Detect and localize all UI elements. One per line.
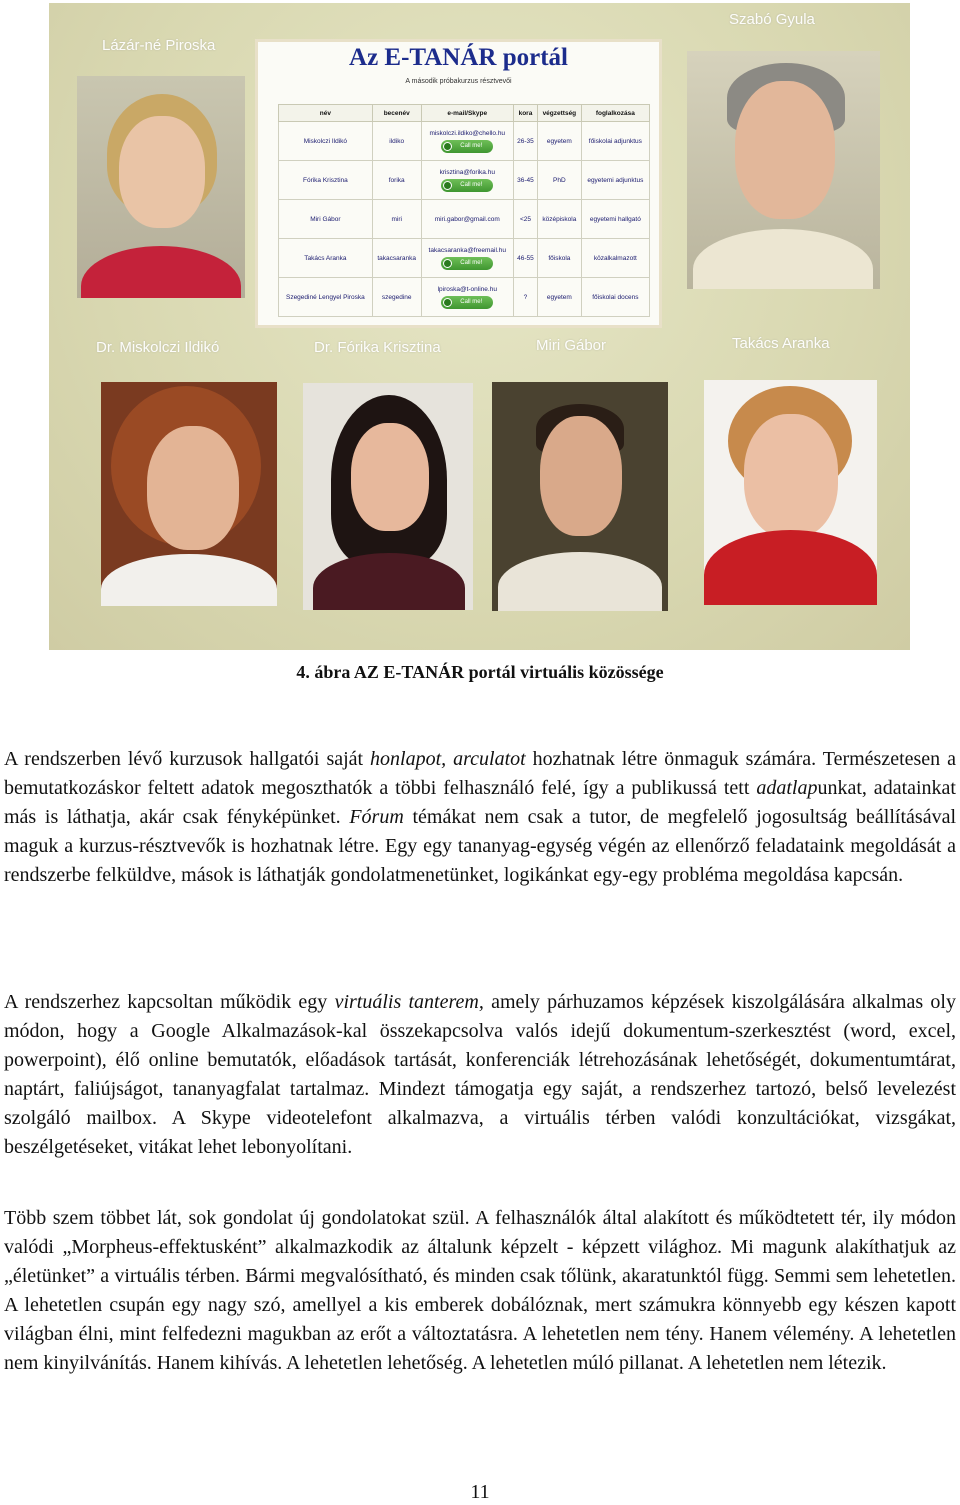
paragraph-3: Több szem többet lát, sok gondolat új gondolatokat szül. A felhasználók által alakított és működtetett tér, ily módon valódi „Morpheus-effektusként” alkalmazkodik az általunk képzelt - képzett világhoz. Mi magunk alakíthatjuk az „életünket” a virtuális térben. Bármi megvalósítható, és minden csak tőlünk, akaratunktól függ. Semmi sem lehetetlen. A lehetetlen csupán egy nagy szó, amellyel a kis emberek dobálóznak, mert számukra könnyebb egy készen kapott világban élni, mint felfedezni magukban az erőt a változtatásra. A lehetetlen nem tény. Hanem vélemény. A lehetetlen nem kinyilvánítás. Hanem kihívás. A lehetetlen lehetőség. A lehetetlen múló pillanat. A lehetetlen nem létezik. xyxy=(4,1207,956,1374)
cell-name: Fórika Krisztina xyxy=(279,161,373,200)
figure-image xyxy=(49,3,910,650)
portrait-photo-top-left xyxy=(77,76,245,298)
portrait-photo-bottom-1 xyxy=(101,382,277,606)
cell-education: egyetem xyxy=(538,122,582,161)
participants-table xyxy=(278,104,650,317)
cell-name: Szegediné Lengyel Piroska xyxy=(279,278,373,317)
cell-contact xyxy=(421,239,513,278)
column-header: foglalkozása xyxy=(581,105,649,122)
cell-occupation: közalkalmazott xyxy=(581,239,649,278)
skype-call-button[interactable]: Call me! xyxy=(441,257,493,270)
column-header: kora xyxy=(513,105,537,122)
table-row xyxy=(279,278,650,317)
skype-call-button[interactable]: Call me! xyxy=(441,296,493,309)
email-link[interactable]: miri.gabor@gmail.com xyxy=(434,215,500,223)
paragraph-2 xyxy=(4,988,956,1162)
cell-occupation: egyetemi adjunktus xyxy=(581,161,649,200)
cell-education: PhD xyxy=(538,161,582,200)
email-link[interactable]: takacsaranka@freemail.hu xyxy=(428,246,506,254)
cell-nick: forika xyxy=(372,161,421,200)
cell-age: 46-55 xyxy=(513,239,537,278)
portrait-photo-top-right xyxy=(687,51,880,289)
skype-call-button[interactable]: Call me! xyxy=(441,140,493,153)
cell-contact xyxy=(421,278,513,317)
cell-nick: miri xyxy=(372,200,421,239)
cell-contact xyxy=(421,161,513,200)
emphasis-virtualis-tanterem: virtuális tanterem, xyxy=(334,991,484,1013)
emphasis-honlap: honlapot, arculatot xyxy=(370,748,526,770)
cell-contact xyxy=(421,122,513,161)
name-label-bottom-1: Dr. Miskolczi Ildikó xyxy=(96,339,220,356)
portal-subtitle: A második próbakurzus résztvevői xyxy=(405,78,512,85)
cell-occupation: főiskolai docens xyxy=(581,278,649,317)
cell-nick: szegedine xyxy=(372,278,421,317)
figure-caption: 4. ábra AZ E-TANÁR portál virtuális közössége xyxy=(296,662,664,682)
email-link[interactable]: krisztina@forika.hu xyxy=(439,168,495,176)
table-row xyxy=(279,161,650,200)
cell-age: <25 xyxy=(513,200,537,239)
portrait-photo-bottom-3 xyxy=(492,382,668,611)
cell-age: 36-45 xyxy=(513,161,537,200)
text-run: unkat, adatainkat más is láthatja, akár csak fényképünket. xyxy=(4,777,956,828)
cell-nick: ildiko xyxy=(372,122,421,161)
text-run: A rendszerhez kapcsoltan működik egy xyxy=(4,991,335,1013)
table-header-row xyxy=(279,105,650,122)
cell-age: ? xyxy=(513,278,537,317)
table-row xyxy=(279,200,650,239)
text-run: hozhatnak létre önmaguk számára. Természetesen a bemutatkozáskor feltett adatok megoszthatók a többi felhasználó felé, így a publikussá tett xyxy=(4,748,957,799)
cell-education: főiskola xyxy=(538,239,582,278)
column-header: e-mail/Skype xyxy=(421,105,513,122)
name-label-bottom-4: Takács Aranka xyxy=(732,335,830,352)
column-header: végzettség xyxy=(538,105,582,122)
cell-age: 26-35 xyxy=(513,122,537,161)
text-run: A rendszerben lévő kurzusok hallgatói saját xyxy=(4,748,371,770)
name-label-top-right: Szabó Gyula xyxy=(729,11,815,28)
paragraph-1 xyxy=(4,745,956,890)
cell-education: egyetem xyxy=(538,278,582,317)
email-link[interactable]: miskolczi.ildiko@chello.hu xyxy=(429,129,506,137)
portal-screenshot xyxy=(255,39,662,328)
email-link[interactable]: lpiroska@t-online.hu xyxy=(437,285,497,293)
cell-name: Miri Gábor xyxy=(279,200,373,239)
text-run: témákat nem csak a tutor, de megfelelő jogosultság beállításával maguk a kurzus-résztvevők is hozhatnak létre. Egy egy tananyag-egység végén az ellenőrző feladataink megoldását a rendszerbe felküldve, mások is láthatják gondolatmenetünket, logikánkat egy-egy probléma megoldása kapcsán. xyxy=(4,806,956,886)
portrait-photo-bottom-4 xyxy=(704,380,877,605)
table-row xyxy=(279,122,650,161)
name-label-bottom-3: Miri Gábor xyxy=(536,337,607,354)
emphasis-forum: Fórum xyxy=(349,806,404,828)
cell-contact xyxy=(421,200,513,239)
cell-name: Miskolczi Ildikó xyxy=(279,122,373,161)
table-row xyxy=(279,239,650,278)
emphasis-adatlap: adatlap xyxy=(756,777,818,799)
page-number: 11 xyxy=(470,1481,490,1503)
portrait-photo-bottom-2 xyxy=(303,383,473,610)
cell-name: Takács Aranka xyxy=(279,239,373,278)
cell-education: középiskola xyxy=(538,200,582,239)
skype-call-button[interactable]: Call me! xyxy=(441,179,493,192)
cell-nick: takacsaranka xyxy=(372,239,421,278)
cell-occupation: egyetemi hallgató xyxy=(581,200,649,239)
portal-title: Az E-TANÁR portál xyxy=(349,44,568,71)
name-label-bottom-2: Dr. Fórika Krisztina xyxy=(314,339,441,356)
name-label-top-left: Lázár-né Piroska xyxy=(102,37,216,54)
text-run: amely párhuzamos képzések kiszolgálására alkalmas oly módon, hogy a Google Alkalmazások-kal összekapcsolva valós idejű dokumentum-szerkesztést (word, excel, powerpoint), élő online bemutatók, előadások tartását, konferenciák létrehozásának lehetőségét, dokumentumtárat, naptárt, faliújságot, tananyagfalat tartalmaz. Mindezt támogatja egy saját, a rendszerhez tartozó, belső levelezést szolgáló mailbox. A Skype videotelefont alkalmazva, a virtuális térben valódi konzultációkat, vizsgákat, beszélgetéseket, vitákat lehet lebonyolítani. xyxy=(4,991,956,1158)
cell-occupation: főiskolai adjunktus xyxy=(581,122,649,161)
column-header: név xyxy=(279,105,373,122)
column-header: becenév xyxy=(372,105,421,122)
